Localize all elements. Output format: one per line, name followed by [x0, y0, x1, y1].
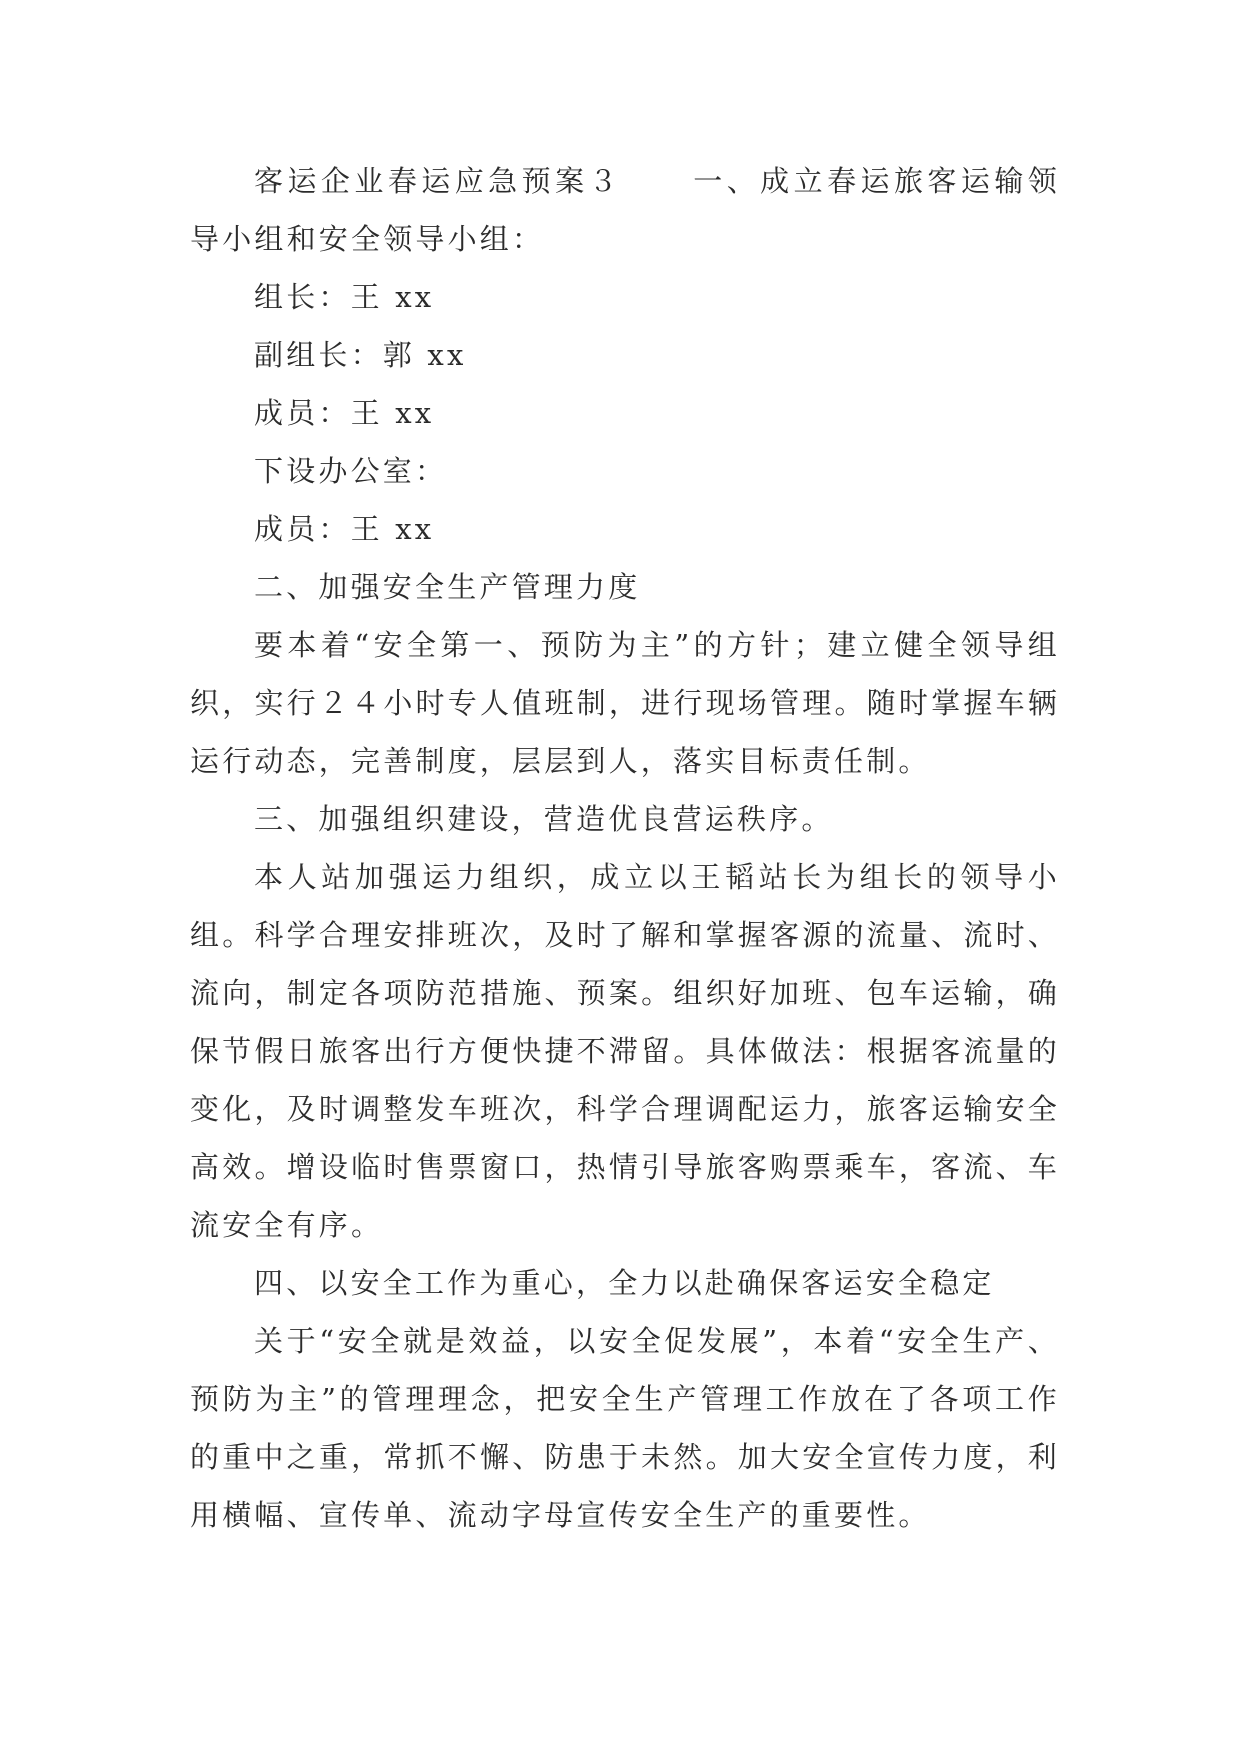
- paragraph-leader: 组长：王 xx: [254, 280, 435, 314]
- section-two-heading: 二、加强安全生产管理力度: [254, 570, 641, 604]
- section-three-heading: 三、加强组织建设，营造优良营运秩序。: [254, 802, 834, 836]
- document-title: 客运企业春运应急预案３: [254, 164, 622, 198]
- paragraph-deputy-leader: 副组长：郭 xx: [254, 338, 467, 372]
- section-four-heading: 四、以安全工作为重心，全力以赴确保客运安全稳定: [254, 1266, 995, 1300]
- paragraph-section-three-body: 本人站加强运力组织，成立以王韬站长为组长的领导小组。科学合理安排班次，及时了解和掌握客源的流量、流时、流向，制定各项防范措施、预案。组织好加班、包车运输，确保节假日旅客出行方便快捷不滞留。具体做法：根据客流量的变化，及时调整发车班次，科学合理调配运力，旅客运输安全高效。增设临时售票窗口，热情引导旅客购票乘车，客流、车流安全有序。: [190, 860, 1060, 1242]
- paragraph-office-member: 成员：王 xx: [254, 512, 435, 546]
- section-one-heading: 一、成立春运旅客运输领导小组和安全领导小组：: [190, 164, 1060, 256]
- paragraph-office: 下设办公室：: [254, 454, 448, 488]
- paragraph-section-four-body: 关于“安全就是效益，以安全促发展”，本着“安全生产、预防为主”的管理理念，把安全生产管理工作放在了各项工作的重中之重，常抓不懈、防患于未然。加大安全宣传力度，利用横幅、宣传单、流动字母宣传安全生产的重要性。: [190, 1324, 1060, 1532]
- document-body: [190, 152, 1060, 1544]
- paragraph-title-section-one: [190, 152, 1060, 268]
- paragraph-member: 成员：王 xx: [254, 396, 435, 430]
- paragraph-section-two-body: 要本着“安全第一、预防为主”的方针；建立健全领导组织，实行２４小时专人值班制，进行现场管理。随时掌握车辆运行动态，完善制度，层层到人，落实目标责任制。: [190, 628, 1060, 778]
